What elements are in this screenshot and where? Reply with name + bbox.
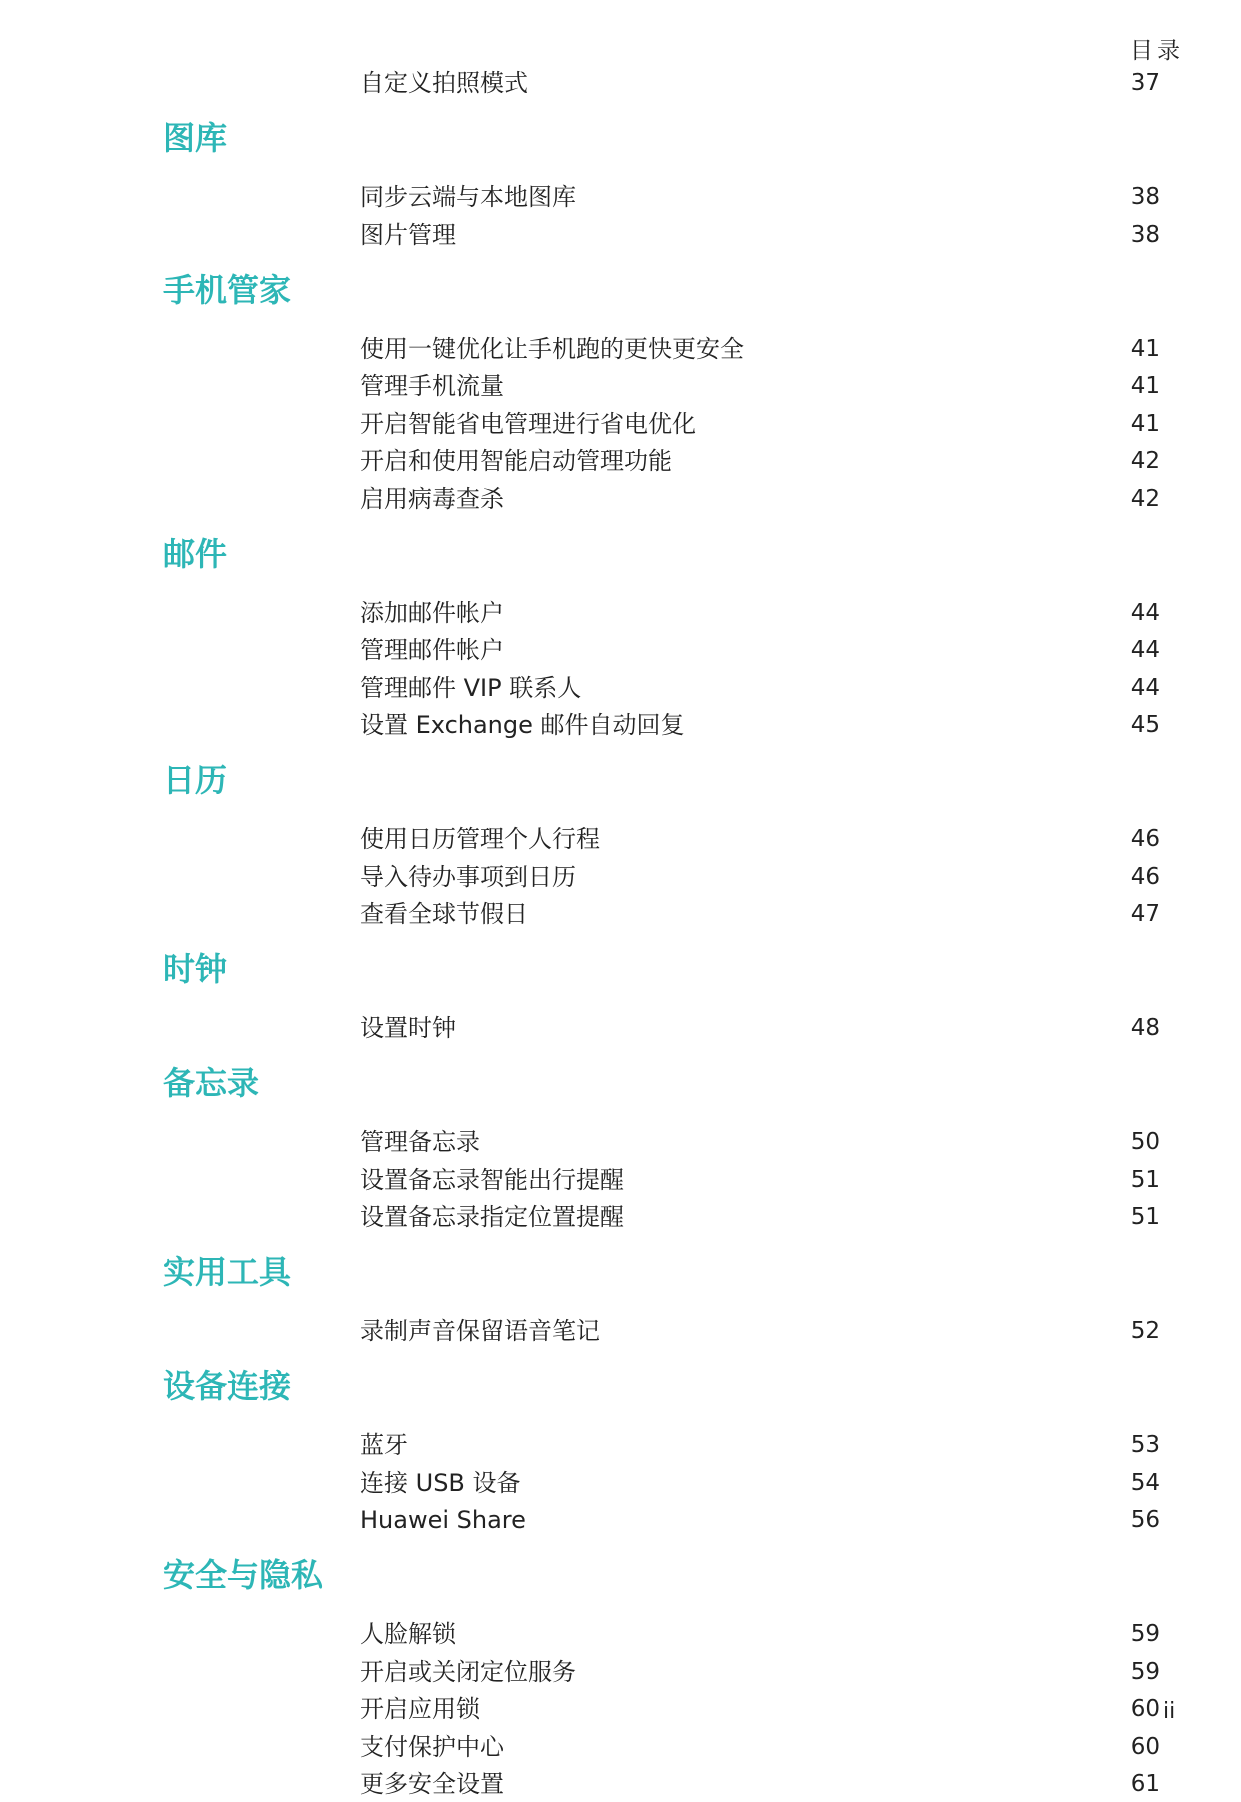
toc-entry[interactable]	[360, 179, 1160, 215]
toc-entry[interactable]	[360, 1199, 1160, 1235]
toc-entry-page-number: 60	[1130, 1696, 1160, 1722]
toc-entry-title: 开启智能省电管理进行省电优化	[360, 409, 696, 438]
toc-entry-page-number: 51	[1130, 1166, 1160, 1193]
toc-entry-title: 开启或关闭定位服务	[360, 1657, 576, 1686]
toc-entry-page-number: 60	[1130, 1733, 1160, 1760]
toc-entry[interactable]	[360, 1729, 1160, 1765]
toc-entry-title: 启用病毒查杀	[360, 484, 504, 513]
toc-section-title[interactable]: 手机管家	[163, 270, 292, 309]
toc-entry-page-number: 46	[1130, 863, 1160, 890]
toc-entry[interactable]	[360, 331, 1160, 367]
toc-entry-page-number: 51	[1130, 1204, 1160, 1230]
toc-entry[interactable]	[360, 1766, 1160, 1802]
toc-entry-title: 使用日历管理个人行程	[360, 825, 600, 853]
toc-entry-page-number: 52	[1130, 1318, 1160, 1344]
toc-entry-page-number: 44	[1130, 637, 1160, 663]
toc-entry[interactable]	[360, 65, 1160, 101]
toc-entry[interactable]	[360, 1654, 1160, 1690]
toc-section-title[interactable]: 设备连接	[163, 1367, 292, 1405]
toc-entry-page-number: 59	[1130, 1621, 1160, 1647]
toc-entry-title: 添加邮件帐户	[360, 598, 504, 627]
toc-entry-title: 开启和使用智能启动管理功能	[360, 447, 672, 475]
toc-entry[interactable]	[360, 1010, 1160, 1046]
toc-entry[interactable]	[360, 443, 1160, 479]
toc-entry[interactable]	[360, 821, 1160, 857]
toc-entry-page-number: 38	[1130, 221, 1160, 248]
toc-entry-page-number: 54	[1130, 1469, 1160, 1496]
toc-entry-title: 管理邮件帐户	[360, 636, 504, 664]
toc-section-title[interactable]: 实用工具	[163, 1253, 292, 1291]
toc-entry-page-number: 47	[1130, 901, 1160, 927]
page-number: ii	[1163, 1699, 1176, 1724]
toc-entry-page-number: 46	[1130, 826, 1160, 852]
toc-entry-title: 管理手机流量	[360, 372, 504, 400]
toc-entry-title: 同步云端与本地图库	[360, 183, 576, 211]
toc-entry-page-number: 50	[1130, 1129, 1160, 1155]
toc-entry-page-number: 53	[1130, 1432, 1160, 1458]
toc-entry-title: 录制声音保留语音笔记	[360, 1317, 600, 1345]
toc-entry-page-number: 41	[1130, 410, 1160, 437]
toc-entry-title: 使用一键优化让手机跑的更快更安全	[360, 334, 744, 363]
toc-entry-page-number: 42	[1130, 448, 1160, 474]
toc-entry[interactable]	[360, 406, 1160, 442]
toc-entry-page-number: 45	[1130, 712, 1160, 738]
toc-entry-title: 管理备忘录	[360, 1128, 480, 1156]
toc-entry[interactable]	[360, 368, 1160, 404]
toc-entry[interactable]	[360, 217, 1160, 253]
toc-entry[interactable]	[360, 1502, 1160, 1538]
header-label: 目录	[1130, 38, 1184, 64]
toc-entry-title: 开启应用锁	[360, 1695, 480, 1723]
toc-entry[interactable]	[360, 1162, 1160, 1198]
toc-entry-page-number: 42	[1130, 485, 1160, 512]
toc-entry-title: 人脸解锁	[360, 1620, 456, 1648]
toc-section-title[interactable]: 图库	[163, 119, 228, 157]
toc-section-title[interactable]: 备忘录	[163, 1064, 260, 1102]
toc-entry-title: 设置备忘录智能出行提醒	[360, 1165, 624, 1194]
toc-entry-page-number: 59	[1130, 1658, 1160, 1685]
toc-entry-page-number: 56	[1130, 1507, 1160, 1533]
toc-entry-title: 蓝牙	[360, 1431, 408, 1459]
toc-entry[interactable]	[360, 896, 1160, 932]
toc-section-title[interactable]: 安全与隐私	[163, 1556, 324, 1594]
toc-entry[interactable]	[360, 481, 1160, 517]
toc-entry-page-number: 48	[1130, 1015, 1160, 1041]
toc-entry-title: Huawei Share	[360, 1506, 526, 1534]
toc-section-title[interactable]: 日历	[163, 761, 228, 799]
toc-entry-title: 导入待办事项到日历	[360, 862, 576, 891]
toc-entry-title: 管理邮件 VIP 联系人	[360, 673, 582, 702]
toc-entry-title: 设置备忘录指定位置提醒	[360, 1203, 624, 1231]
toc-entry[interactable]	[360, 1616, 1160, 1652]
toc-entry-page-number: 37	[1130, 70, 1160, 96]
toc-entry-page-number: 38	[1130, 184, 1160, 210]
toc-section-title[interactable]: 邮件	[163, 534, 228, 573]
toc-entry[interactable]	[360, 1313, 1160, 1349]
toc-entry[interactable]	[360, 595, 1160, 631]
toc-entry-page-number: 41	[1130, 373, 1160, 399]
toc-entry[interactable]	[360, 859, 1160, 895]
toc-entry-title: 图片管理	[360, 220, 456, 249]
toc-entry[interactable]	[360, 632, 1160, 668]
toc-entry-page-number: 61	[1130, 1771, 1160, 1797]
toc-entry[interactable]	[360, 1427, 1160, 1463]
toc-entry[interactable]	[360, 1691, 1160, 1727]
toc-entry-page-number: 44	[1130, 674, 1160, 701]
toc-entry-title: 自定义拍照模式	[360, 69, 528, 97]
toc-entry-page-number: 44	[1130, 599, 1160, 626]
toc-entry[interactable]	[360, 707, 1160, 743]
toc-entry-title: 支付保护中心	[360, 1732, 504, 1761]
toc-entry[interactable]	[360, 670, 1160, 706]
toc-section-title[interactable]: 时钟	[163, 950, 228, 988]
toc-entry-page-number: 41	[1130, 335, 1160, 362]
toc-entry[interactable]	[360, 1124, 1160, 1160]
toc-entry-title: 更多安全设置	[360, 1770, 504, 1798]
toc-entry[interactable]	[360, 1465, 1160, 1501]
toc-entry-title: 查看全球节假日	[360, 900, 528, 928]
toc-entry-title: 设置 Exchange 邮件自动回复	[360, 711, 685, 739]
toc-entry-title: 设置时钟	[360, 1014, 456, 1042]
toc-entry-title: 连接 USB 设备	[360, 1468, 521, 1497]
